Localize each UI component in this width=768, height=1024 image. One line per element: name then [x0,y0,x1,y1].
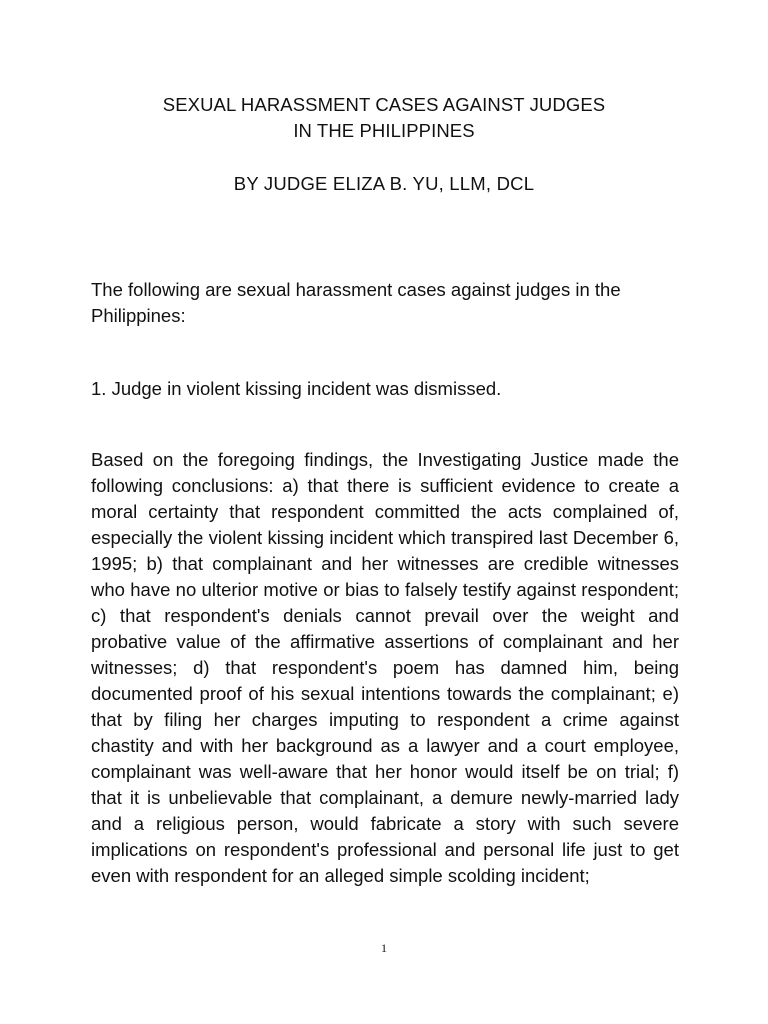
item-1-body-paragraph: Based on the foregoing findings, the Investigating Justice made the following conclusions: a) that there is sufficient evidence to create a moral certainty that respondent committed the acts complained of, especially the violent kissing incident which transpired last December 6, 1995; b) that complainant and her witnesses are credible witnesses who have no ulterior motive or bias to falsely testify against respondent; c) that respondent's denials cannot prevail over the weight and probative value of the affirmative assertions of complainant and her witnesses; d) that respondent's poem has damned him, being documented proof of his sexual intentions towards the complainant; e) that by filing her charges imputing to respondent a crime against chastity and with her background as a lawyer and a court employee, complainant was well-aware that her honor would itself be on trial; f) that it is unbelievable that complainant, a demure newly-married lady and a religious person, would fabricate a story with such severe implications on respondent's professional and personal life just to get even with respondent for an alleged simple scolding incident; [91,449,679,886]
author-byline: BY JUDGE ELIZA B. YU, LLM, DCL [233,173,535,194]
title-line-1: SEXUAL HARASSMENT CASES AGAINST JUDGES [162,94,606,115]
document-title [0,92,768,144]
intro-paragraph: The following are sexual harassment cases against judges in the Philippines: [91,279,621,326]
item-1-heading: 1. Judge in violent kissing incident was dismissed. [91,378,502,399]
title-line-2: IN THE PHILIPPINES [293,120,475,141]
page-number: 1 [381,941,387,955]
